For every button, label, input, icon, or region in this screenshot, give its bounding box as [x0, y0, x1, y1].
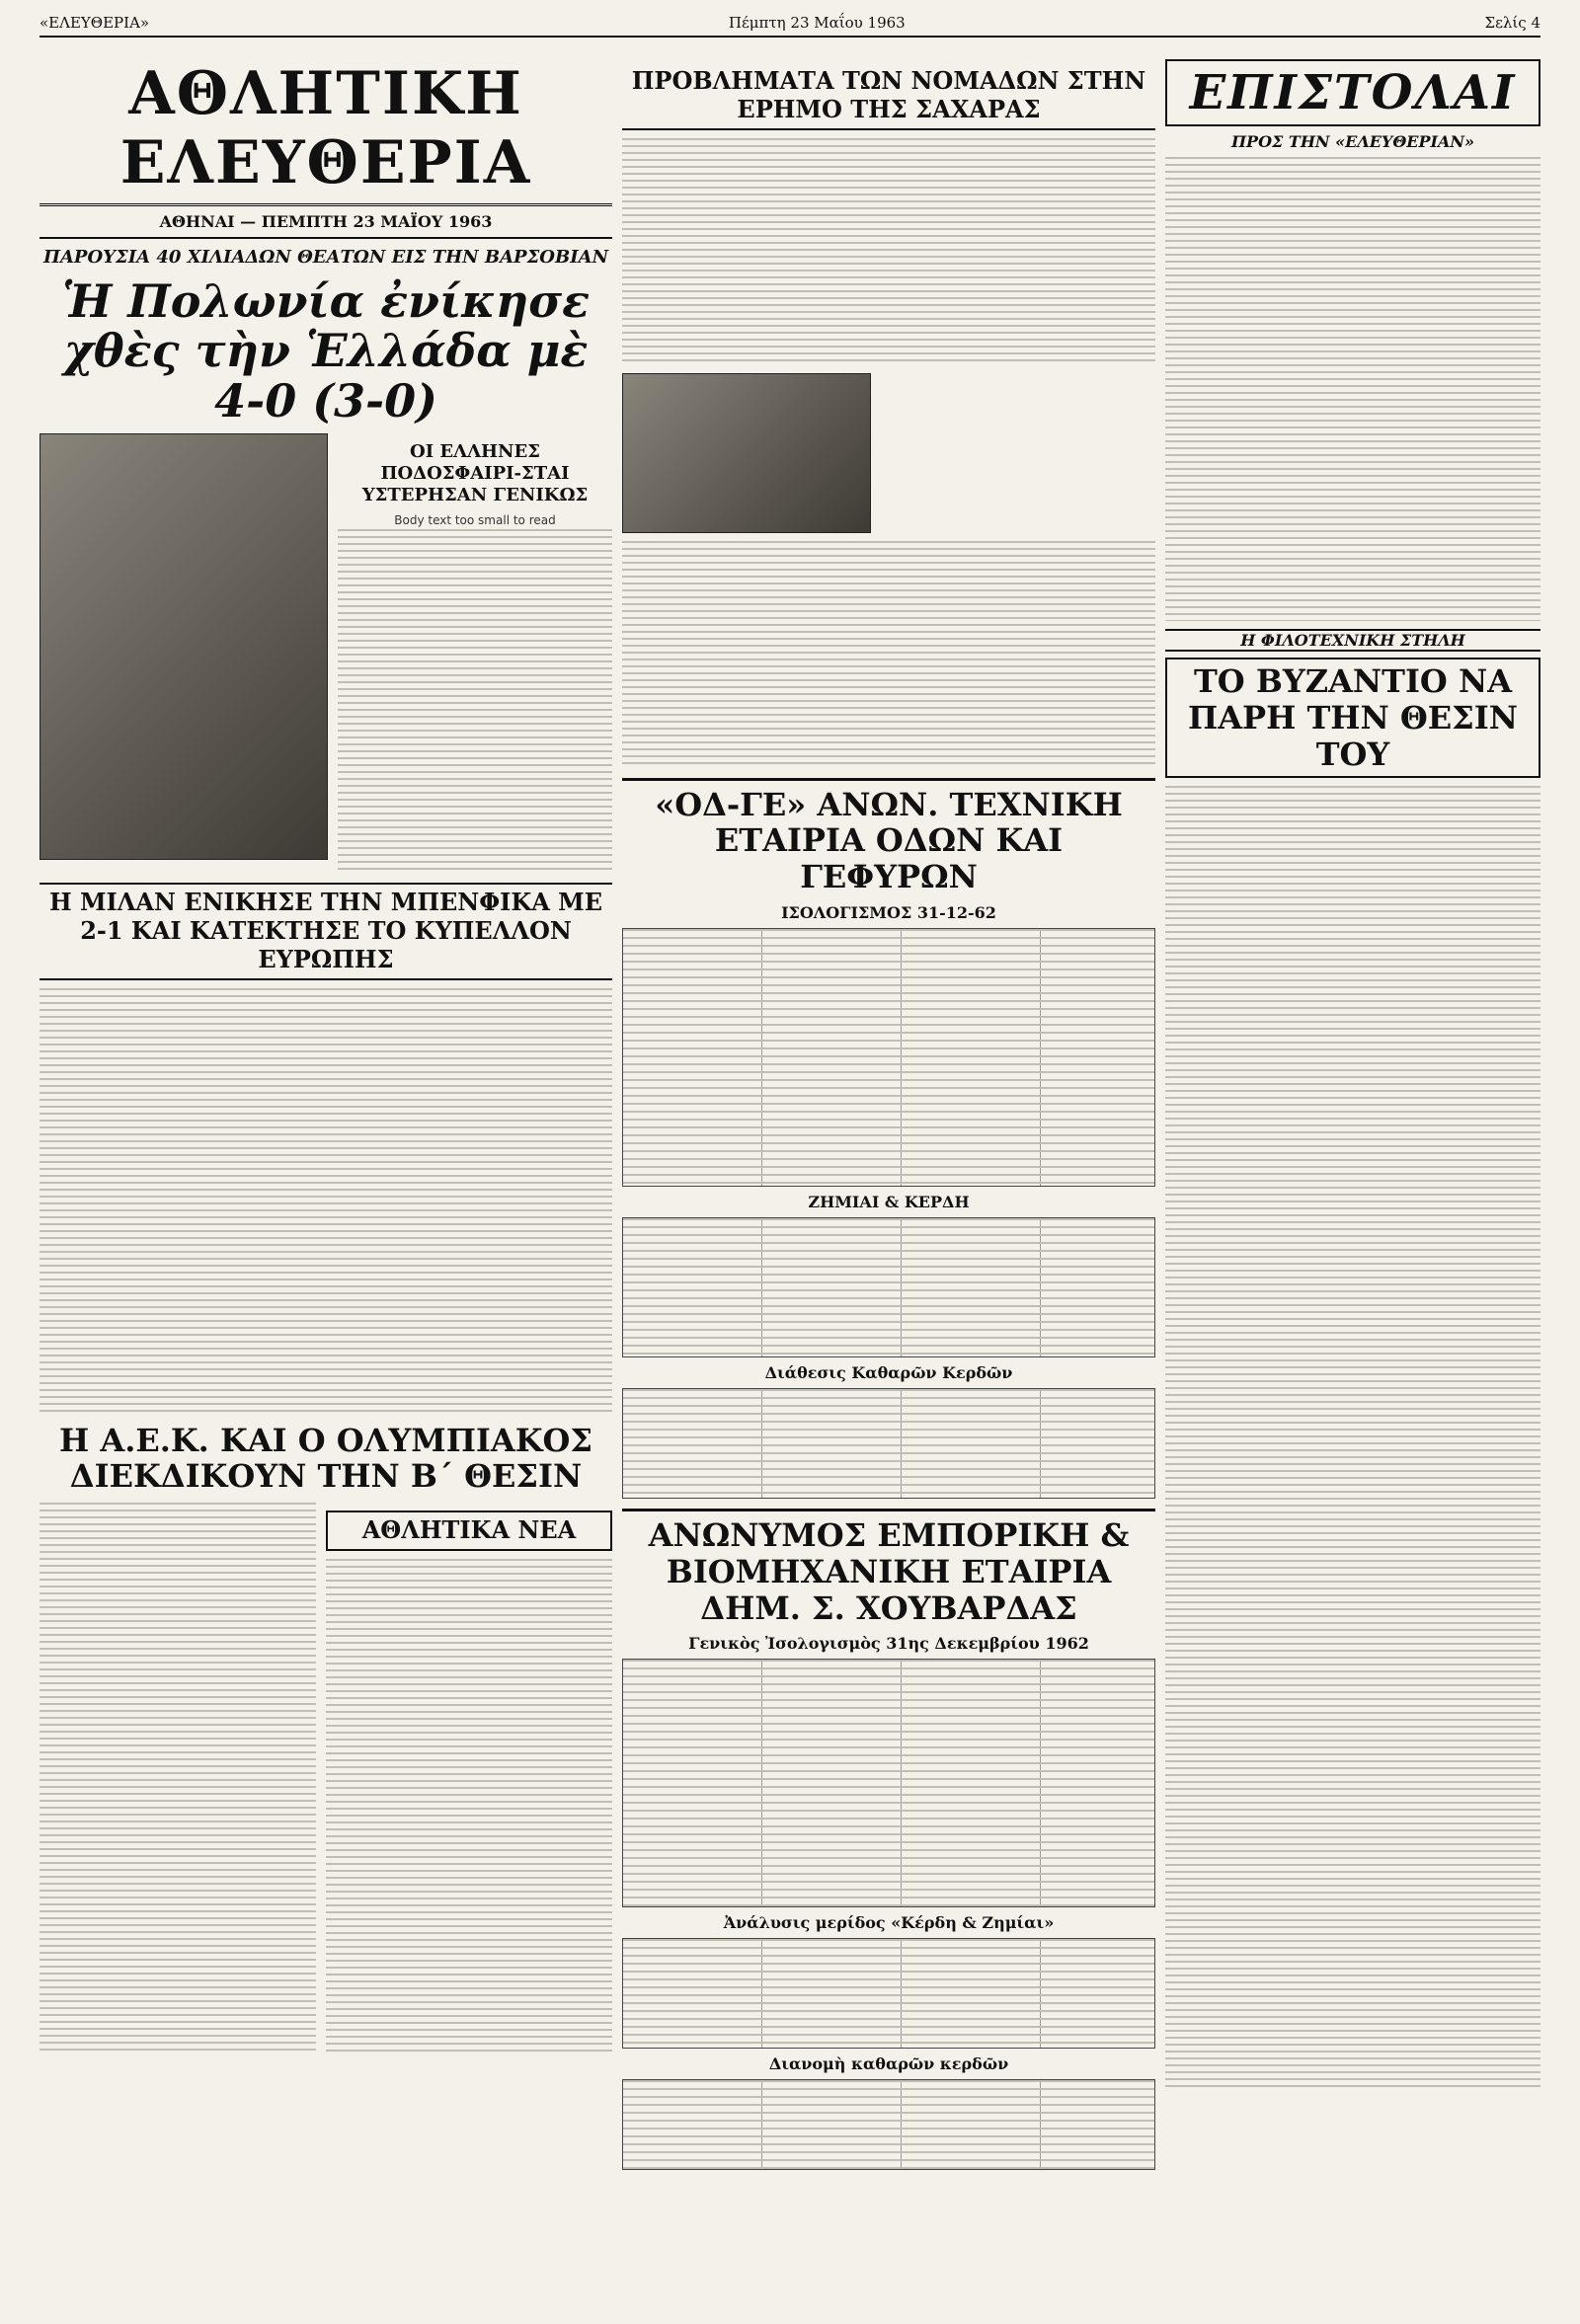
odge-distribution-table	[622, 1388, 1155, 1499]
aek-headline: Η Α.Ε.Κ. ΚΑΙ Ο ΟΛΥΜΠΙΑΚΟΣ ΔΙΕΚΔΙΚΟΥΝ ΤΗΝ Β΄ ΘΕΣΙΝ	[58, 1421, 593, 1496]
chouvardas-analysis-heading: Ἀνάλυσις μερίδος «Κέρδη & Ζημίαι»	[723, 1913, 1055, 1933]
divider	[40, 237, 612, 239]
nomads-body-text	[622, 138, 1155, 365]
masthead-line	[40, 14, 1540, 38]
sports-lead-headline: Ἡ Πολωνία ἐνίκησε χθὲς τὴν Ἑλλάδα μὲ 4-0 (3-0)	[61, 273, 591, 427]
milan-body-text	[40, 988, 612, 1413]
chouvardas-balance-table	[622, 1659, 1155, 1907]
middle-column	[622, 59, 1155, 2170]
nomads-headline: ΠΡΟΒΛΗΜΑΤΑ ΤΩΝ ΝΟΜΑΔΩΝ ΣΤΗΝ ΕΡΗΜΟ ΤΗΣ ΣΑΧΑΡΑΣ	[622, 67, 1155, 130]
sports-kicker: ΠΑΡΟΥΣΙΑ 40 ΧΙΛΙΑΔΩΝ ΘΕΑΤΩΝ ΕΙΣ ΤΗΝ ΒΑΡΣΟΒΙΑΝ	[42, 247, 609, 268]
odge-losses-table	[622, 1217, 1155, 1357]
aek-body-text	[40, 1503, 316, 2055]
letters-section-title: ΕΠΙΣΤΟΛΑΙ	[1165, 59, 1540, 126]
chouvardas-distribution-table	[622, 2079, 1155, 2170]
sports-news-box: ΑΘΛΗΤΙΚΑ ΝΕΑ	[326, 1511, 612, 1551]
odge-headline: «ΟΔ-ΓΕ» ΑΝΩΝ. ΤΕΧΝΙΚΗ ΕΤΑΙΡΙΑ ΟΔΩΝ ΚΑΙ ΓΕΦΥΡΩΝ	[622, 778, 1155, 895]
advertisement-illustration	[622, 373, 871, 533]
odge-balance-table	[622, 928, 1155, 1187]
odge-subheading: ΙΣΟΛΟΓΙΣΜΟΣ 31-12-62	[781, 902, 996, 922]
letters-column	[1165, 59, 1540, 2089]
letters-subheading: ΠΡΟΣ ΤΗΝ «ΕΛΕΥΘΕΡΙΑΝ»	[1230, 132, 1475, 151]
milan-headline: Η ΜΙΛΑΝ ΕΝΙΚΗΣΕ ΤΗΝ ΜΠΕΝΦΙΚΑ ΜΕ 2-1 ΚΑΙ ΚΑΤΕΚΤΗΣΕ ΤΟ ΚΥΠΕΛΛΟΝ ΕΥΡΩΠΗΣ	[40, 883, 612, 979]
odge-distribution-heading: Διάθεσις Καθαρῶν Κερδῶν	[764, 1362, 1013, 1382]
chouvardas-analysis-table	[622, 1938, 1155, 2049]
byzantium-headline: ΤΟ ΒΥΖΑΝΤΙΟ ΝΑ ΠΑΡΗ ΤΗΝ ΘΕΣΙΝ ΤΟΥ	[1165, 658, 1540, 778]
odge-losses-heading: ΖΗΜΙΑΙ & ΚΕΡΔΗ	[808, 1192, 970, 1211]
chouvardas-subheading: Γενικὸς Ἰσολογισμὸς 31ης Δεκεμβρίου 1962	[688, 1634, 1089, 1654]
paper-name: «ΕΛΕΥΘΕΡΙΑ»	[40, 14, 150, 32]
byzantium-body-text	[1165, 786, 1540, 2089]
sports-sub-headline: ΟΙ ΕΛΛΗΝΕΣ ΠΟΔΟΣΦΑΙΡΙ-ΣΤΑΙ ΥΣΤΕΡΗΣΑΝ ΓΕΝΙΚΩΣ	[361, 441, 589, 505]
chouvardas-distribution-heading: Διανομὴ καθαρῶν κερδῶν	[768, 2054, 1009, 2074]
sports-body-text	[338, 529, 612, 875]
sports-section-title: ΑΘΛΗΤΙΚΗ ΕΛΕΥΘΕΡΙΑ	[40, 59, 612, 206]
chouvardas-headline: ΑΝΩΝΥΜΟΣ ΕΜΠΟΡΙΚΗ & ΒΙΟΜΗΧΑΝΙΚΗ ΕΤΑΙΡΙΑ ΔΗΜ. Σ. ΧΟΥΒΑΡΔΑΣ	[622, 1509, 1155, 1626]
page-number: Σελίς 4	[1484, 14, 1540, 32]
letters-body-text	[1165, 157, 1540, 621]
illegible-note: Body text too small to read	[394, 513, 556, 528]
sports-column	[40, 59, 612, 2055]
issue-date: Πέμπτη 23 Μαΐου 1963	[728, 14, 906, 32]
athlete-photo	[40, 433, 328, 860]
middle-body-text	[622, 541, 1155, 768]
byzantium-box-label: Η ΦΙΛΟΤΕΧΝΙΚΗ ΣΤΗΛΗ	[1165, 629, 1540, 652]
sports-news-text	[326, 1559, 612, 2053]
sports-dateline: ΑΘΗΝΑΙ — ΠΕΜΠΤΗ 23 ΜΑΪΟΥ 1963	[159, 212, 493, 231]
